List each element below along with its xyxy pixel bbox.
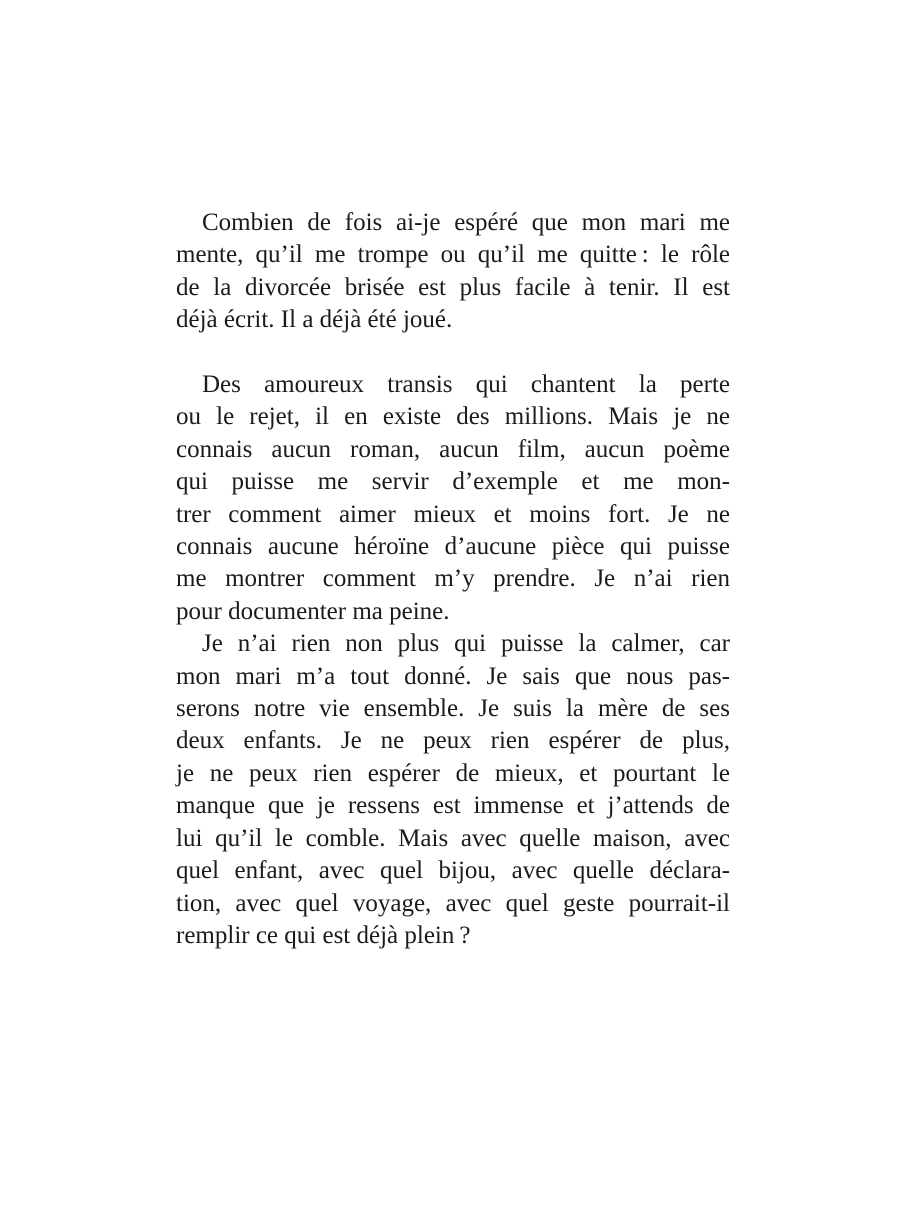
- text-line: Je n’ai rien non plus qui puisse la calmer, car: [202, 630, 730, 658]
- text-line: Combien de fois ai-je espéré que mon mari me: [202, 209, 730, 236]
- text-line: Des amoureux transis qui chantent la perte: [202, 371, 730, 399]
- text-line: pour documenter ma peine.: [176, 597, 450, 625]
- text-line: connais aucune héroïne d’aucune pièce qui puisse: [176, 533, 730, 561]
- text-line: deux enfants. Je ne peux rien espérer de plus,: [176, 727, 730, 755]
- text-line: qui puisse me servir d’exemple et me mon-: [176, 468, 730, 496]
- text-line: mente, qu’il me trompe ou qu’il me quitte : le rôle: [176, 241, 730, 269]
- text-line: trer comment aimer mieux et moins fort. Je ne: [176, 500, 730, 528]
- text-line: mon mari m’a tout donné. Je sais que nous pas-: [176, 662, 730, 690]
- text-line: tion, avec quel voyage, avec quel geste pourrait-il: [176, 889, 730, 917]
- paragraph-2: [176, 369, 730, 628]
- paragraph-1: [176, 207, 730, 337]
- text-line: connais aucun roman, aucun film, aucun poème: [176, 435, 730, 463]
- text-line: de la divorcée brisée est plus facile à tenir. Il est: [176, 273, 730, 301]
- text-line: me montrer comment m’y prendre. Je n’ai rien: [176, 565, 730, 593]
- text-line: ou le rejet, il en existe des millions. Mais je ne: [176, 403, 730, 431]
- text-line: déjà écrit. Il a déjà été joué.: [176, 306, 453, 334]
- text-line: serons notre vie ensemble. Je suis la mère de ses: [176, 695, 730, 723]
- text-line: lui qu’il le comble. Mais avec quelle maison, avec: [176, 824, 730, 852]
- text-line: manque que je ressens est immense et j’attends de: [176, 792, 730, 820]
- text-line: quel enfant, avec quel bijou, avec quelle déclara-: [176, 857, 730, 885]
- paragraph-3: [176, 628, 730, 952]
- text-line: remplir ce qui est déjà plein ?: [176, 921, 471, 949]
- page-text-column: [176, 207, 730, 952]
- text-line: je ne peux rien espérer de mieux, et pourtant le: [176, 759, 730, 787]
